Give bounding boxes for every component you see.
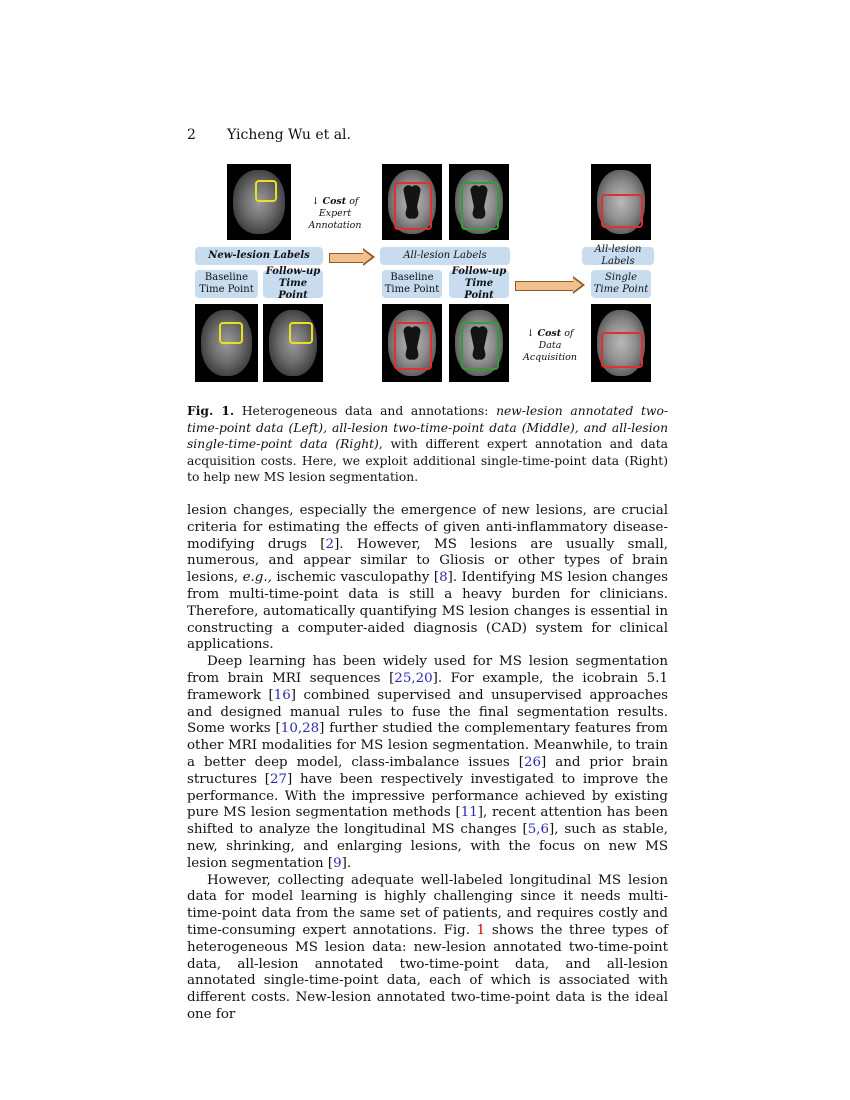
all-lesion-box bbox=[461, 322, 499, 370]
label-followup-middle: Follow-up Time Point bbox=[449, 270, 509, 298]
mri-single-time-top bbox=[591, 164, 651, 240]
cost-data-acquisition: ↓ Cost of Data Acquisition bbox=[522, 328, 578, 363]
figure-reference-link[interactable]: 1 bbox=[476, 922, 486, 938]
citation-link[interactable]: 9 bbox=[333, 855, 342, 871]
page-number: 2 bbox=[187, 127, 196, 143]
all-lesion-box bbox=[394, 322, 432, 370]
label-single-time-point: Single Time Point bbox=[591, 270, 651, 298]
citation-link[interactable]: 27 bbox=[269, 771, 287, 787]
paragraph-1: lesion changes, especially the emergence of new lesions, are crucial criteria for estimating the effects of given anti-inflammatory disease-modifying drugs [2]. However, MS lesions are usually small, numerous, and appear similar to Gliosis or other types of brain lesions, e.g., ischemic vasculopathy [8]. Identifying MS lesion changes from multi-time-point data is still a heavy burden for clinicians. Therefore, automatically quantifying MS lesion changes is essential in constructing a computer-aided diagnosis (CAD) system for clinical applications. bbox=[187, 503, 668, 653]
citation-link[interactable]: 10,28 bbox=[280, 721, 320, 737]
running-author: Yicheng Wu et al. bbox=[227, 127, 351, 143]
mri-new-lesion-annotation bbox=[227, 164, 291, 240]
all-lesion-box bbox=[394, 182, 432, 230]
new-lesion-box bbox=[289, 322, 313, 344]
mri-all-lesion-baseline-top bbox=[382, 164, 442, 240]
label-baseline-left: Baseline Time Point bbox=[195, 270, 258, 298]
cost-expert-annotation: ↓ Cost of Expert Annotation bbox=[308, 196, 362, 231]
label-baseline-middle: Baseline Time Point bbox=[382, 270, 442, 298]
mri-single-time-bottom bbox=[591, 304, 651, 382]
label-all-lesion-middle: All-lesion Labels bbox=[380, 247, 510, 265]
caption-italic: new-lesion annotated two-time-point data (Left), all-lesion two-time-point data (Middle), and all-lesion single-time-point data (Right) bbox=[187, 404, 669, 451]
citation-link[interactable]: 16 bbox=[273, 687, 291, 703]
caption-text: Heterogeneous data and annotations: bbox=[234, 404, 497, 418]
caption-text-end: , with different expert annotation and data acquisition costs. Here, we exploit additional single-time-point data (Right) to help new MS lesion segmentation. bbox=[187, 437, 669, 484]
citation-link[interactable]: 25,20 bbox=[394, 670, 433, 686]
new-lesion-box bbox=[219, 322, 243, 344]
arrow-left-to-middle bbox=[329, 251, 375, 263]
citation-link[interactable]: 5,6 bbox=[527, 822, 549, 838]
mri-followup-middle bbox=[449, 304, 509, 382]
citation-link[interactable]: 2 bbox=[325, 536, 335, 552]
mri-baseline-left bbox=[195, 304, 258, 382]
body-text bbox=[187, 503, 668, 1024]
all-lesion-box bbox=[601, 194, 643, 228]
citation-link[interactable]: 26 bbox=[523, 754, 541, 770]
paragraph-3: However, collecting adequate well-labeled longitudinal MS lesion data for model learning is highly challenging since it needs multi-time-point data from the same set of patients, and requires costly and time-consuming expert annotations. Fig. 1 shows the three types of heterogeneous MS lesion data: new-lesion annotated two-time-point data, all-lesion annotated two-time-point data, and all-lesion annotated single-time-point data, each of which is associated with different costs. New-lesion annotated two-time-point data is the ideal one for bbox=[187, 872, 668, 1022]
caption-label: Fig. 1. bbox=[187, 403, 235, 418]
new-lesion-box bbox=[255, 180, 277, 202]
paragraph-2: Deep learning has been widely used for MS lesion segmentation from brain MRI sequences [25,20]. For example, the icobrain 5.1 framework [16] combined supervised and unsupervised approaches and designed manual rules to fuse the final segmentation results. Some works [10,28] further studied the complementary features from other MRI modalities for MS lesion segmentation. Meanwhile, to train a better deep model, class-imbalance issues [26] and prior brain structures [27] have been respectively investigated to improve the performance. With the impressive performance achieved by existing pure MS lesion segmentation methods [11], recent attention has been shifted to analyze the longitudinal MS changes [5,6], such as stable, new, shrinking, and enlarging lesions, with the focus on new MS lesion segmentation [9]. bbox=[187, 654, 669, 871]
label-new-lesion: New-lesion Labels bbox=[195, 247, 323, 265]
citation-link[interactable]: 11 bbox=[460, 805, 478, 821]
label-all-lesion-right: All-lesion Labels bbox=[582, 247, 654, 265]
citation-link[interactable]: 8 bbox=[439, 570, 448, 586]
all-lesion-box bbox=[601, 332, 643, 368]
mri-all-lesion-followup-top bbox=[449, 164, 509, 240]
all-lesion-box bbox=[461, 182, 499, 230]
label-followup-left: Follow-up Time Point bbox=[263, 270, 323, 298]
page-header bbox=[187, 127, 351, 143]
figure-1 bbox=[190, 160, 670, 390]
mri-baseline-middle bbox=[382, 304, 442, 382]
mri-followup-left bbox=[263, 304, 323, 382]
figure-caption bbox=[187, 403, 668, 486]
arrow-middle-to-right bbox=[515, 279, 585, 291]
